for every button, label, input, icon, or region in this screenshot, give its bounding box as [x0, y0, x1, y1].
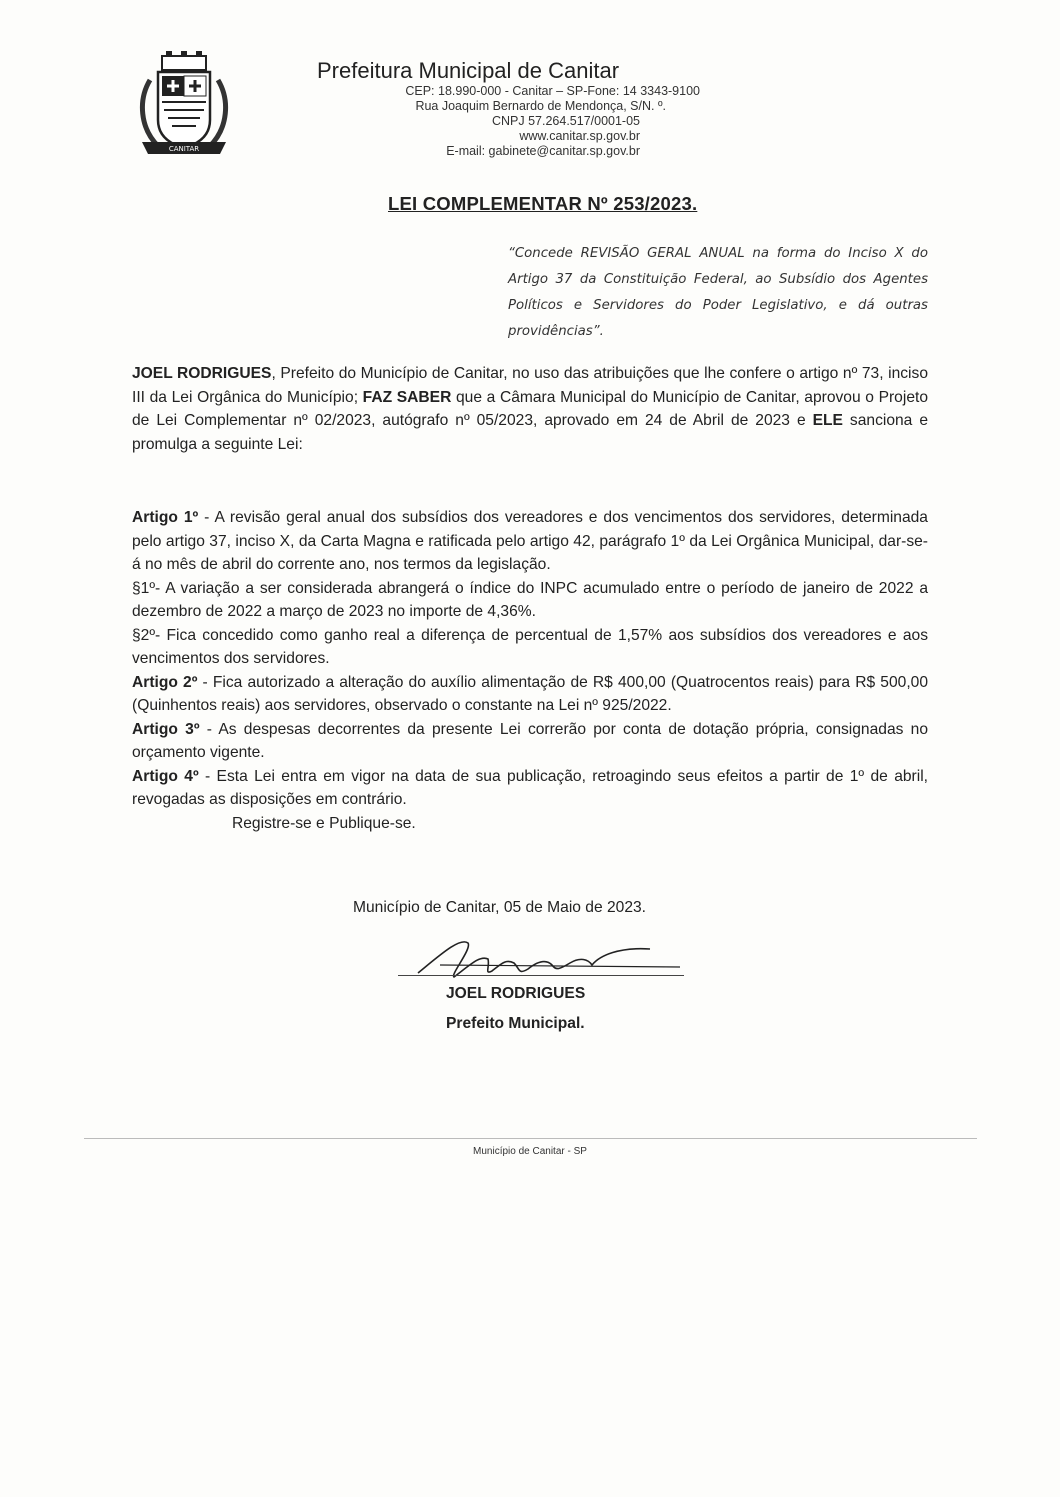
header-address-line: Rua Joaquim Bernardo de Mendonça, S/N. º. — [415, 99, 666, 113]
footer-divider — [84, 1138, 977, 1139]
article-text: - As despesas decorrentes da presente Lei correrão por conta de dotação própria, consignadas no orçamento vigente. — [132, 720, 929, 761]
handwritten-signature — [410, 925, 710, 985]
article-text: - Esta Lei entra em vigor na data de sua publicação, retroagindo seus efeitos a partir de 1º de abril, revogadas as disposições em contrário. — [132, 767, 928, 808]
institution-name: Prefeitura Municipal de Canitar — [317, 58, 620, 83]
place-date: Município de Canitar, 05 de Maio de 2023. — [353, 899, 647, 916]
preamble-text: que a Câmara Municipal do Município de Canitar, aprovou o Projeto de Lei Complementar nº 02/2023, autógrafo nº 05/2023, aprovado em 24 de Abril de 2023 e — [132, 388, 928, 429]
municipal-crest-logo — [132, 50, 236, 158]
header-email-line: E-mail: gabinete@canitar.sp.gov.br — [446, 144, 640, 158]
article-label: Artigo 2º — [132, 673, 198, 691]
article-text: §2º- Fica concedido como ganho real a diferença de percentual de 1,57% aos subsídios dos vereadores e aos vencimentos dos servidores. — [132, 626, 928, 667]
law-ementa: “Concede REVISÃO GERAL ANUAL na forma do Inciso X do Artigo 37 da Constituição Federal, ao Subsídio dos Agentes Políticos e Servidores do Poder Legislativo, e dá outras providências”. — [508, 246, 928, 339]
article-label: Artigo 4º — [132, 767, 199, 785]
signature-line — [398, 975, 684, 976]
articles-section — [132, 506, 928, 835]
signatory-name: JOEL RODRIGUES — [446, 985, 586, 1002]
preamble-text: sanciona e promulga a seguinte Lei: — [132, 412, 928, 453]
header-address-line: CEP: 18.990-000 - Canitar – SP-Fone: 14 3343-9100 — [405, 84, 700, 98]
header-website-line: www.canitar.sp.gov.br — [519, 129, 640, 143]
faz-saber-text: FAZ SABER — [362, 388, 452, 406]
mayor-name: JOEL RODRIGUES — [132, 365, 272, 382]
header-cnpj-line: CNPJ 57.264.517/0001-05 — [491, 114, 640, 128]
article-2 — [132, 671, 928, 718]
preamble-text: , Prefeito do Município de Canitar, no uso das atribuições que lhe confere o artigo nº 73, inciso III da Lei Orgânica do Município; — [132, 365, 928, 406]
article-text: - Fica autorizado a alteração do auxílio alimentação de R$ 400,00 (Quatrocentos reais) para R$ 500,00 (Quinhentos reais) aos servidores, observado o constante na Lei nº 925/2022. — [132, 673, 929, 714]
signatory-role: Prefeito Municipal. — [446, 1015, 585, 1032]
preamble-paragraph — [132, 362, 928, 456]
footer-text: Município de Canitar - SP — [473, 1146, 587, 1157]
article-3 — [132, 718, 928, 765]
crest-ribbon-text: CANITAR — [168, 145, 200, 153]
ele-text: ELE — [812, 412, 843, 429]
article-4 — [132, 765, 928, 812]
article-label: Artigo 3º — [132, 720, 200, 738]
article-1 — [132, 506, 928, 577]
closing-line: Registre-se e Publique-se. — [232, 814, 416, 832]
paragraph-1 — [132, 577, 928, 624]
article-text: - A revisão geral anual dos subsídios dos vereadores e dos vencimentos dos servidores, determinada pelo artigo 37, inciso X, da Carta Magna e ratificada pelo artigo 42, parágrafo 1º da Lei Orgânica Municipal, dar-se-á no mês de abril do corrente ano, nos termos da legislação. — [132, 509, 928, 573]
law-title: LEI COMPLEMENTAR Nº 253/2023. — [388, 193, 698, 214]
header-contact-block — [310, 84, 700, 159]
article-label: Artigo 1º — [132, 509, 199, 526]
article-text: §1º- A variação a ser considerada abrangerá o índice do INPC acumulado entre o período de janeiro de 2022 a dezembro de 2022 a março de 2023 no importe de 4,36%. — [132, 579, 928, 620]
paragraph-2 — [132, 624, 928, 671]
